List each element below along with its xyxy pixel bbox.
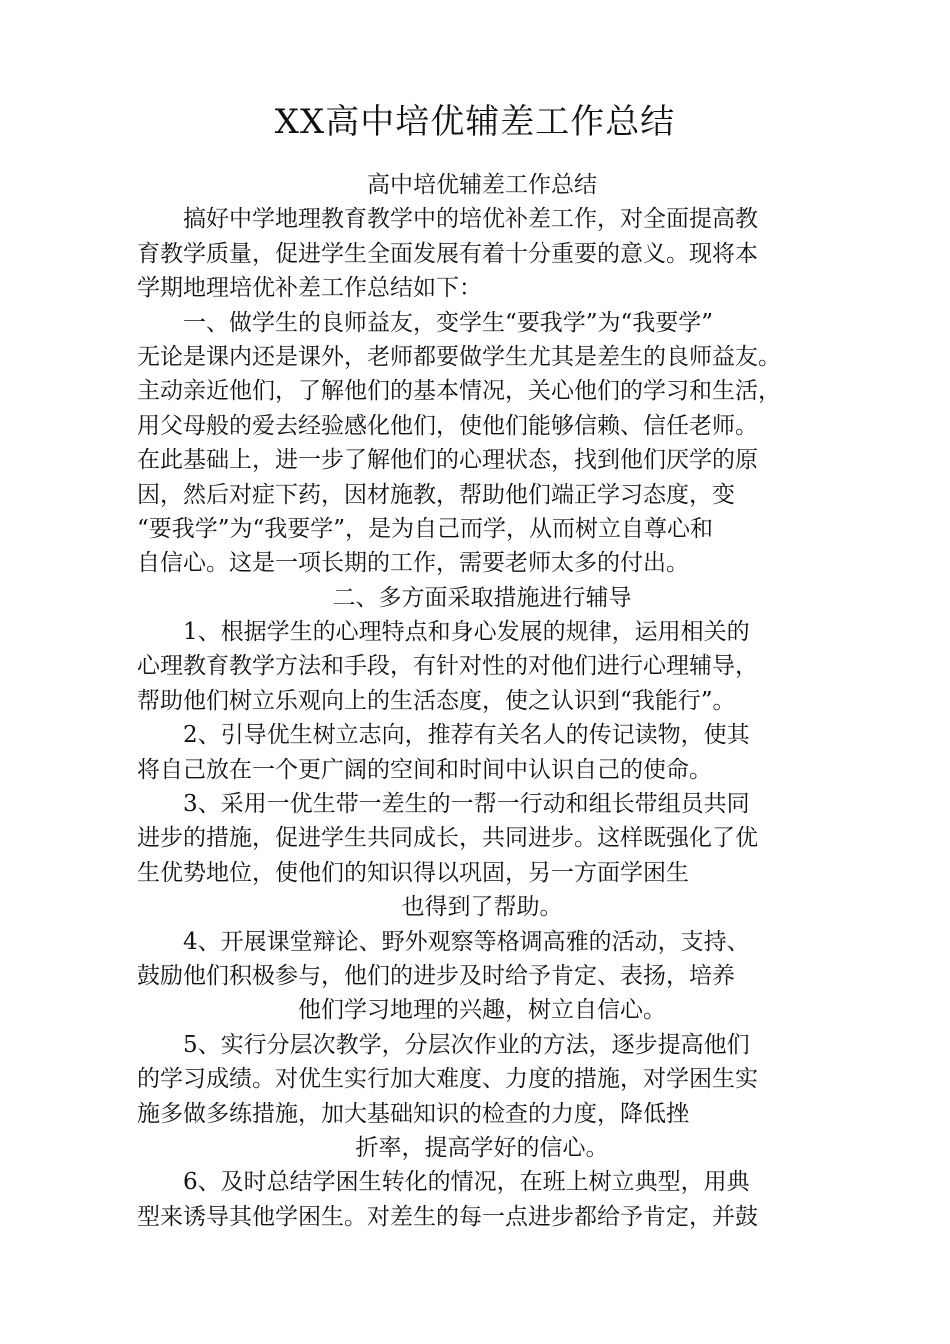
paragraph-line: 也得到了帮助。 [401, 894, 563, 921]
list-item-1: 1、根据学生的心理特点和身心发展的规律，运用相关的 [183, 619, 750, 646]
document-body [137, 168, 827, 1234]
paragraph-line: 生优势地位，使他们的知识得以巩固，另一方面学困生 [137, 859, 689, 886]
paragraph-line: 在此基础上，进一步了解他们的心理状态，找到他们厌学的原 [137, 447, 758, 474]
paragraph-line: “要我学”为“我要学”，是为自己而学，从而树立自尊心和 [137, 515, 714, 542]
document-title: XX高中培优辅差工作总结 [274, 102, 676, 142]
paragraph-line: 学期地理培优补差工作总结如下： [137, 275, 482, 302]
paragraph-line: 搞好中学地理教育教学中的培优补差工作，对全面提高教 [183, 206, 758, 233]
paragraph-line: 型来诱导其他学困生。对差生的每一点进步都给予肯定，并鼓 [137, 1203, 758, 1230]
paragraph-line: 将自己放在一个更广阔的空间和时间中认识自己的使命。 [137, 756, 712, 783]
paragraph-line: 施多做多练措施，加大基础知识的检查的力度，降低挫 [137, 1100, 689, 1127]
paragraph-line: 用父母般的爱去经验感化他们，使他们能够信赖、信任老师。 [137, 412, 758, 439]
paragraph-line: 心理教育教学方法和手段，有针对性的对他们进行心理辅导， [137, 653, 758, 680]
paragraph-line: 育教学质量，促进学生全面发展有着十分重要的意义。现将本 [137, 240, 758, 267]
paragraph-line: 主动亲近他们，了解他们的基本情况，关心他们的学习和生活， [137, 378, 781, 405]
paragraph-line: 的学习成绩。对优生实行加大难度、力度的措施，对学困生实 [137, 1066, 758, 1093]
list-item-4: 4、开展课堂辩论、野外观察等格调高雅的活动，支持、 [183, 928, 750, 955]
paragraph-line: 进步的措施，促进学生共同成长，共同进步。这样既强化了优 [137, 825, 758, 852]
list-item-5: 5、实行分层次教学，分层次作业的方法，逐步提高他们 [183, 1031, 750, 1058]
list-item-6: 6、及时总结学困生转化的情况，在班上树立典型，用典 [183, 1169, 750, 1196]
paragraph-line: 无论是课内还是课外，老师都要做学生尤其是差生的良师益友。 [137, 343, 781, 370]
subtitle: 高中培优辅差工作总结 [367, 172, 597, 198]
paragraph-line: 因，然后对症下药，因材施教，帮助他们端正学习态度，变 [137, 481, 735, 508]
paragraph-line: 帮助他们树立乐观向上的生活态度，使之认识到“我能行”。 [137, 687, 736, 714]
paragraph-line: 鼓励他们积极参与，他们的进步及时给予肯定、表扬，培养 [137, 962, 735, 989]
paragraph-line: 折率，提高学好的信心。 [355, 1134, 609, 1161]
section-heading-2: 二、多方面采取措施进行辅导 [332, 584, 632, 611]
paragraph-line: 他们学习地理的兴趣，树立自信心。 [298, 997, 666, 1024]
list-item-2: 2、引导优生树立志向，推荐有关名人的传记读物，使其 [183, 722, 750, 749]
section-heading-1: 一、做学生的良师益友，变学生“要我学”为“我要学” [183, 309, 714, 336]
list-item-3: 3、采用一优生带一差生的一帮一行动和组长带组员共同 [183, 791, 750, 818]
paragraph-line: 自信心。这是一项长期的工作，需要老师太多的付出。 [137, 550, 689, 577]
